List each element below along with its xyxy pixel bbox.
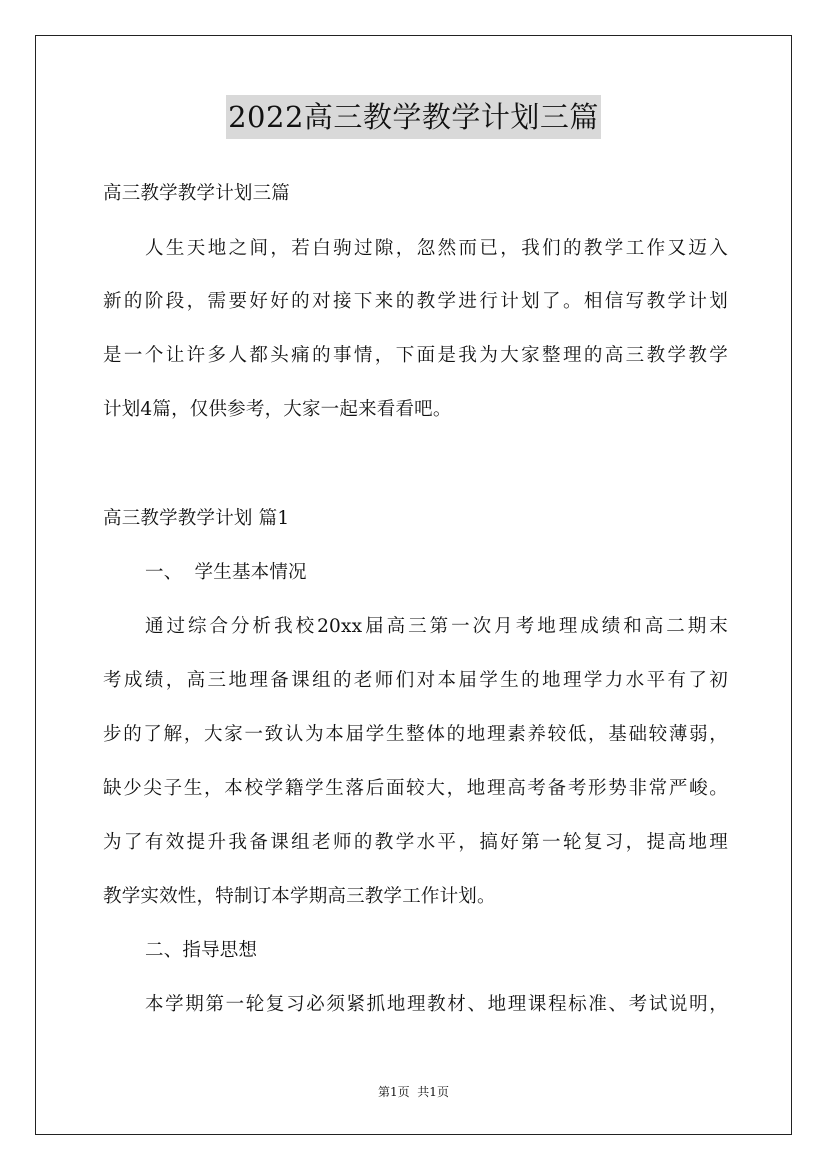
intro-line: 是一个让许多人都头痛的事情，下面是我为大家整理的高三教学教学 bbox=[103, 345, 728, 366]
part2-heading: 二、指导思想 bbox=[145, 940, 258, 961]
title-wrap bbox=[0, 95, 827, 139]
part1-line: 为了有效提升我备课组老师的教学水平，搞好第一轮复习，提高地理 bbox=[103, 832, 728, 853]
intro-line: 新的阶段，需要好好的对接下来的教学进行计划了。相信写教学计划 bbox=[103, 291, 728, 312]
part1-heading: 一、 学生基本情况 bbox=[145, 562, 307, 583]
part1-line: 考成绩，高三地理备课组的老师们对本届学生的地理学力水平有了初 bbox=[103, 670, 728, 691]
part2-line: 本学期第一轮复习必须紧抓地理教材、地理课程标准、考试说明， bbox=[145, 994, 728, 1015]
part1-line: 通过综合分析我校20xx届高三第一次月考地理成绩和高二期末 bbox=[145, 616, 728, 637]
document-title: 2022高三教学教学计划三篇 bbox=[226, 95, 601, 139]
section-heading: 高三教学教学计划 篇1 bbox=[103, 508, 290, 529]
part1-line: 步的了解，大家一致认为本届学生整体的地理素养较低，基础较薄弱， bbox=[103, 724, 728, 745]
page-footer: 第1页 共1页 bbox=[378, 1085, 449, 1099]
intro-line: 计划4篇，仅供参考，大家一起来看看吧。 bbox=[103, 399, 452, 420]
document-subtitle: 高三教学教学计划三篇 bbox=[103, 183, 291, 204]
part1-line: 缺少尖子生，本校学籍学生落后面较大，地理高考备考形势非常严峻。 bbox=[103, 778, 728, 799]
part1-line: 教学实效性，特制订本学期高三教学工作计划。 bbox=[103, 886, 496, 907]
intro-line: 人生天地之间，若白驹过隙，忽然而已，我们的教学工作又迈入 bbox=[145, 238, 728, 259]
